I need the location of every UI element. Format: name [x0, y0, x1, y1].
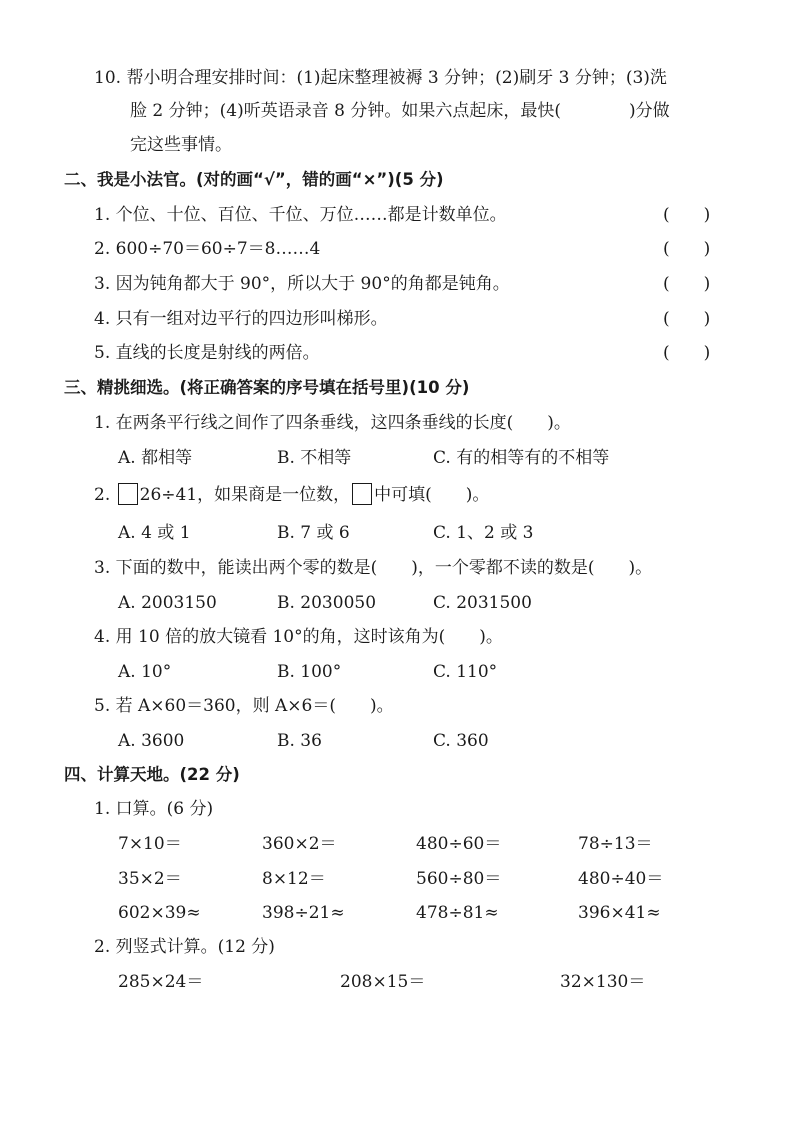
s2-answer-blank-3[interactable]: ( ) [663, 274, 711, 294]
s3-q2-option-b[interactable]: B. 7 或 6 [277, 523, 350, 543]
oral-calc-item: 602×39≈ [118, 903, 201, 923]
oral-calc-item: 78÷13＝ [578, 834, 653, 854]
oral-calc-item: 560÷80＝ [416, 869, 502, 889]
s3-q2-stem [94, 483, 489, 507]
s3-q5-option-c[interactable]: C. 360 [433, 731, 489, 751]
s3-q2-option-a[interactable]: A. 4 或 1 [118, 523, 191, 543]
blank-box-icon [352, 483, 372, 505]
s3-q4-option-b[interactable]: B. 100° [277, 662, 342, 682]
s3-q5-option-b[interactable]: B. 36 [277, 731, 322, 751]
blank-box-icon [118, 483, 138, 505]
oral-calc-item: 35×2＝ [118, 869, 182, 889]
s3-q2-text-part1: 26÷41，如果商是一位数， [139, 485, 351, 505]
s3-q1-option-a[interactable]: A. 都相等 [118, 448, 193, 468]
q10-line1: 10. 帮小明合理安排时间：(1)起床整理被褥 3 分钟；(2)刷牙 3 分钟；(3)洗 [94, 68, 667, 88]
oral-calc-item: 8×12＝ [262, 869, 326, 889]
oral-calc-item: 480÷40＝ [578, 869, 664, 889]
s2-answer-blank-1[interactable]: ( ) [663, 205, 711, 225]
s2-item-1: 1. 个位、十位、百位、千位、万位……都是计数单位。 [94, 205, 507, 225]
vertical-calc-item: 208×15＝ [340, 972, 426, 992]
s2-item-2: 2. 600÷70＝60÷7＝8……4 [94, 239, 321, 259]
section4-heading: 四、计算天地。(22 分) [64, 765, 240, 784]
s2-item-4: 4. 只有一组对边平行的四边形叫梯形。 [94, 309, 388, 329]
s3-q3-stem: 3. 下面的数中，能读出两个零的数是( )，一个零都不读的数是( )。 [94, 558, 653, 578]
oral-calc-item: 478÷81≈ [416, 903, 499, 923]
s2-answer-blank-4[interactable]: ( ) [663, 309, 711, 329]
s3-q2-option-c[interactable]: C. 1、2 或 3 [433, 523, 534, 543]
s3-q4-option-a[interactable]: A. 10° [118, 662, 172, 682]
s3-q2-number: 2. [94, 485, 111, 505]
s3-q4-stem: 4. 用 10 倍的放大镜看 10°的角，这时该角为( )。 [94, 627, 503, 647]
s3-q5-option-a[interactable]: A. 3600 [118, 731, 185, 751]
s3-q3-option-c[interactable]: C. 2031500 [433, 593, 532, 613]
s3-q4-option-c[interactable]: C. 110° [433, 662, 498, 682]
vertical-calc-item: 32×130＝ [560, 972, 646, 992]
vertical-calc-item: 285×24＝ [118, 972, 204, 992]
oral-calc-item: 7×10＝ [118, 834, 182, 854]
s3-q1-stem: 1. 在两条平行线之间作了四条垂线，这四条垂线的长度( )。 [94, 413, 571, 433]
oral-calc-item: 360×2＝ [262, 834, 337, 854]
oral-calc-item: 480÷60＝ [416, 834, 502, 854]
s4-q1-stem: 1. 口算。(6 分) [94, 799, 214, 819]
section3-heading: 三、精挑细选。(将正确答案的序号填在括号里)(10 分) [64, 378, 470, 397]
s3-q1-option-c[interactable]: C. 有的相等有的不相等 [433, 448, 610, 468]
section2-heading: 二、我是小法官。(对的画“√”，错的画“×”)(5 分) [64, 170, 444, 189]
s3-q1-option-b[interactable]: B. 不相等 [277, 448, 352, 468]
q10-line3: 完这些事情。 [130, 135, 232, 155]
oral-calc-item: 396×41≈ [578, 903, 661, 923]
s2-answer-blank-5[interactable]: ( ) [663, 343, 711, 363]
s4-q2-stem: 2. 列竖式计算。(12 分) [94, 937, 275, 957]
oral-calc-item: 398÷21≈ [262, 903, 345, 923]
s3-q3-option-a[interactable]: A. 2003150 [118, 593, 217, 613]
s3-q3-option-b[interactable]: B. 2030050 [277, 593, 377, 613]
s2-answer-blank-2[interactable]: ( ) [663, 239, 711, 259]
s2-item-5: 5. 直线的长度是射线的两倍。 [94, 343, 320, 363]
q10-line2: 脸 2 分钟；(4)听英语录音 8 分钟。如果六点起床，最快( )分做 [130, 101, 670, 121]
s3-q5-stem: 5. 若 A×60＝360，则 A×6＝( )。 [94, 696, 394, 716]
s2-item-3: 3. 因为钝角都大于 90°，所以大于 90°的角都是钝角。 [94, 274, 510, 294]
s3-q2-text-part2: 中可填( )。 [374, 485, 490, 505]
